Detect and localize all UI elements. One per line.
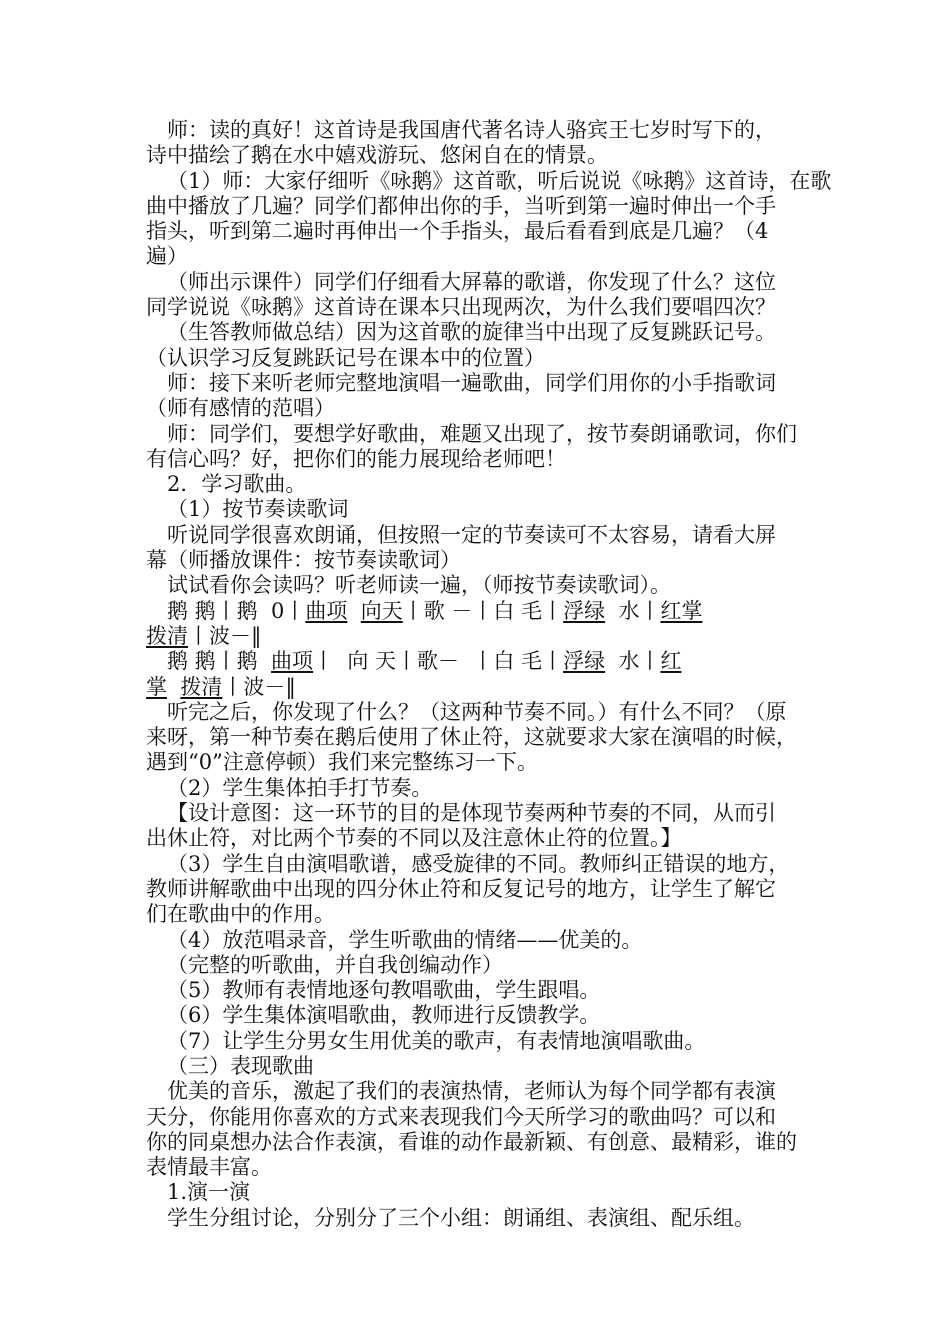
rhythm-line bbox=[146, 599, 810, 624]
rhythm-line bbox=[146, 624, 810, 649]
rhythm-line bbox=[146, 675, 810, 700]
underlined-lyric: 红掌 bbox=[660, 598, 703, 623]
text-line: 指头，听到第二遍时再伸出一个手指头，最后看看到底是几遍？（4 bbox=[146, 219, 769, 244]
rhythm-segment bbox=[167, 675, 180, 699]
text-line: 们在歌曲中的作用。 bbox=[146, 902, 335, 927]
text-line: 学生分组讨论，分别分了三个小组：朗诵组、表演组、配乐组。 bbox=[167, 1205, 755, 1230]
rhythm-segment: 鹅 鹅丨鹅 bbox=[167, 649, 272, 674]
rhythm-segment: 丨歌 －丨白 毛丨 bbox=[402, 598, 564, 623]
paragraphs-after bbox=[146, 700, 810, 1231]
text-line: 诗中描绘了鹅在水中嬉戏游玩、悠闲自在的情景。 bbox=[146, 143, 608, 168]
text-line: 教师讲解歌曲中出现的四分休止符和反复记号的地方，让学生了解它 bbox=[146, 876, 776, 901]
text-line: 【设计意图：这一环节的目的是体现节奏两种节奏的不同，从而引 bbox=[167, 801, 776, 826]
text-line: （师有感情的范唱） bbox=[146, 396, 335, 421]
rhythm-segment: 水丨 bbox=[605, 649, 661, 674]
text-line: 试试看你会读吗？听老师读一遍，（师按节奏读歌词）。 bbox=[167, 573, 671, 598]
text-line: （2）学生集体拍手打节奏。 bbox=[167, 775, 433, 800]
rhythm-segment: 丨波－‖ bbox=[222, 674, 296, 699]
underlined-lyric: 曲项 bbox=[305, 598, 348, 623]
underlined-lyric: 拨清 bbox=[146, 623, 188, 648]
text-line: （三）表现歌曲 bbox=[167, 1053, 314, 1078]
text-line: 出休止符，对比两个节奏的不同以及注意休止符的位置。】 bbox=[146, 826, 682, 851]
text-line: 师：读的真好！这首诗是我国唐代著名诗人骆宾王七岁时写下的， bbox=[167, 118, 776, 142]
text-line: （1）按节奏读歌词 bbox=[167, 497, 349, 522]
text-line: （7）让学生分男女生用优美的歌声，有表情地演唱歌曲。 bbox=[167, 1028, 706, 1053]
text-line: 2．学习歌曲。 bbox=[167, 472, 307, 497]
text-line: （完整的听歌曲，并自我创编动作） bbox=[167, 952, 503, 977]
rhythm-segment: 鹅 鹅丨鹅 0丨 bbox=[167, 598, 306, 623]
rhythm-notation bbox=[146, 599, 810, 700]
text-line: 师：同学们，要想学好歌曲，难题又出现了，按节奏朗诵歌词，你们 bbox=[167, 421, 797, 446]
rhythm-segment: 丨 向 天丨歌－ 丨白 毛丨 bbox=[313, 649, 564, 674]
text-line: （1）师：大家仔细听《咏鹅》这首歌，听后说说《咏鹅》这首诗，在歌 bbox=[167, 168, 832, 193]
text-line: （师出示课件）同学们仔细看大屏幕的歌谱，你发现了什么？这位 bbox=[167, 269, 776, 294]
rhythm-line bbox=[146, 649, 810, 674]
text-line: 幕（师播放课件：按节奏读歌词） bbox=[146, 548, 461, 573]
rhythm-segment: 水丨 bbox=[605, 598, 661, 623]
text-line: （6）学生集体演唱歌曲，教师进行反馈教学。 bbox=[167, 1003, 601, 1028]
underlined-lyric: 浮绿 bbox=[563, 598, 606, 623]
paragraphs-before bbox=[146, 118, 832, 599]
text-line: 你的同桌想办法合作表演，看谁的动作最新颖、有创意、最精彩，谁的 bbox=[146, 1129, 797, 1154]
text-line: （生答教师做总结）因为这首歌的旋律当中出现了反复跳跃记号。 bbox=[167, 320, 776, 345]
rhythm-segment bbox=[347, 599, 360, 623]
text-line: 天分，你能用你喜欢的方式来表现我们今天所学习的歌曲吗？可以和 bbox=[146, 1104, 776, 1129]
text-line: （5）教师有表情地逐句教唱歌曲，学生跟唱。 bbox=[167, 978, 601, 1003]
text-line: 听说同学很喜欢朗诵，但按照一定的节奏读可不太容易，请看大屏 bbox=[167, 522, 776, 547]
text-line: 来呀，第一种节奏在鹅后使用了休止符，这就要求大家在演唱的时候， bbox=[146, 725, 797, 750]
text-line: 表情最丰富。 bbox=[146, 1155, 272, 1180]
rhythm-segment: 丨波－‖ bbox=[188, 623, 262, 648]
underlined-lyric: 拨清 bbox=[180, 674, 223, 699]
document-body bbox=[146, 118, 832, 1231]
text-line: 曲中播放了几遍？同学们都伸出你的手，当听到第一遍时伸出一个手 bbox=[146, 193, 776, 218]
text-line: （认识学习反复跳跃记号在课本中的位置） bbox=[146, 345, 545, 370]
text-line: （4）放范唱录音，学生听歌曲的情绪——优美的。 bbox=[167, 927, 643, 952]
text-line: （3）学生自由演唱歌谱，感受旋律的不同。教师纠正错误的地方， bbox=[167, 851, 790, 876]
text-line: 同学说说《咏鹅》这首诗在课本只出现两次，为什么我们要唱四次？ bbox=[146, 295, 776, 320]
text-line: 遇到“0”注意停顿）我们来完整练习一下。 bbox=[146, 750, 538, 775]
underlined-lyric: 掌 bbox=[146, 674, 167, 699]
text-line: 师：接下来听老师完整地演唱一遍歌曲，同学们用你的小手指歌词 bbox=[167, 370, 776, 395]
text-line: 1.演一演 bbox=[167, 1180, 251, 1205]
text-line: 有信心吗？好，把你们的能力展现给老师吧！ bbox=[146, 446, 566, 471]
text-line: 遍） bbox=[146, 244, 188, 269]
underlined-lyric: 曲项 bbox=[271, 649, 314, 674]
text-line: 优美的音乐，激起了我们的表演热情，老师认为每个同学都有表演 bbox=[167, 1079, 776, 1104]
text-line: 听完之后，你发现了什么？（这两种节奏不同。）有什么不同？（原 bbox=[167, 699, 787, 724]
underlined-lyric: 浮绿 bbox=[563, 649, 606, 674]
underlined-lyric: 红 bbox=[660, 649, 682, 674]
underlined-lyric: 向天 bbox=[360, 598, 403, 623]
